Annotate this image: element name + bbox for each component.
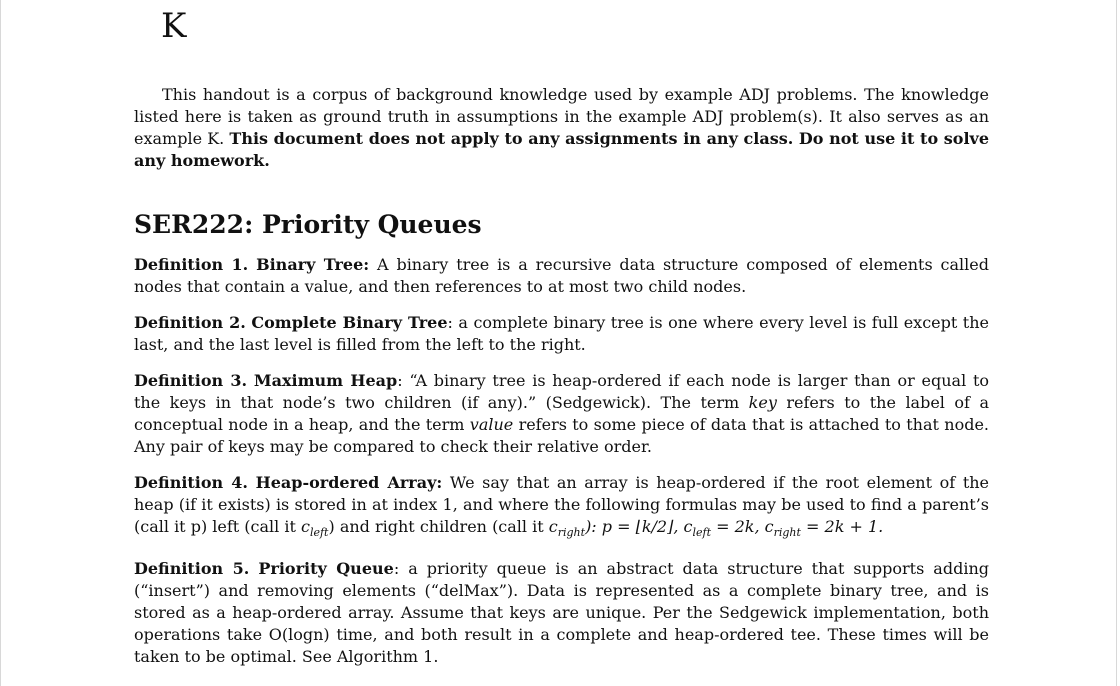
definition-body: We say that an array is heap-ordered if the root element of the heap (if it exists) is stored in at index 1, and where the following formulas may be used to find a parent’s (call it p) left (call it <box>134 473 990 536</box>
definition-label: Definition 2. <box>134 313 246 332</box>
definition-body: ) and right children (call it <box>328 517 549 536</box>
definition-body: : “A binary tree is heap-ordered if each node is larger than or equal to the keys in that node’s two children (if any).” (Sedgewick). The term <box>134 371 990 412</box>
definition-label: Definition 1. <box>134 255 249 274</box>
page-header-letter: K <box>161 6 187 46</box>
definition-1 <box>134 254 989 298</box>
emphasis-value: value <box>469 415 514 434</box>
definition-term: Priority Queue <box>258 559 394 579</box>
emphasis-key: key <box>748 393 777 412</box>
intro-warning: This document does not apply to any assignments in any class. Do not use it to solve any homework. <box>134 129 989 170</box>
definition-4 <box>134 472 989 544</box>
intro-text: This handout is a corpus of background knowledge used by example ADJ problems. The knowledge listed here is taken as ground truth in assumptions in the example ADJ problem(s). It also serves as an example K. <box>134 85 989 148</box>
definition-body: : a priority queue is an abstract data structure that supports adding (“insert”) and removing elements (“delMax”). Data is represented as a complete binary tree, and is stored as a heap-ordered array. Assume that keys are unique. Per the Sedgewick implementation, both operations take O(logn) time, and both result in a complete and heap-ordered tee. These times will be taken to be optimal. See Algorithm 1. <box>134 559 989 667</box>
section-title: SER222: Priority Queues <box>134 210 482 239</box>
definition-term: Maximum Heap <box>253 371 398 390</box>
document-body <box>134 84 989 682</box>
definition-body: refers to some piece of data that is attached to that node. Any pair of keys may be compared to check their relative order. <box>134 415 990 456</box>
definition-term: Complete Binary Tree <box>251 313 448 332</box>
definition-body: A binary tree is a recursive data structure composed of elements called nodes that contain a value, and then references to at most two child nodes. <box>134 255 989 296</box>
definition-3 <box>134 370 989 458</box>
definition-term: Binary Tree: <box>256 255 370 274</box>
definition-term: Heap-ordered Array: <box>255 473 443 492</box>
definition-body: refers to the label of a conceptual node in a heap, and the term <box>134 393 989 434</box>
definition-label: Definition 4. <box>134 473 248 492</box>
definition-5 <box>134 558 989 668</box>
definition-label: Definition 5. <box>134 559 250 579</box>
math-c-right: $c_{right}$ <box>548 517 586 540</box>
formula: ): p = ⌊k/2⌋, $c_{left} = 2k$, $c_{right} = 2k + 1$. <box>585 517 884 540</box>
intro-paragraph <box>134 84 989 172</box>
definition-2 <box>134 312 989 356</box>
math-c-left: $c_{left}$ <box>300 517 329 540</box>
definition-body: : a complete binary tree is one where every level is full except the last, and the last level is filled from the left to the right. <box>134 313 990 354</box>
definition-label: Definition 3. <box>134 371 248 390</box>
